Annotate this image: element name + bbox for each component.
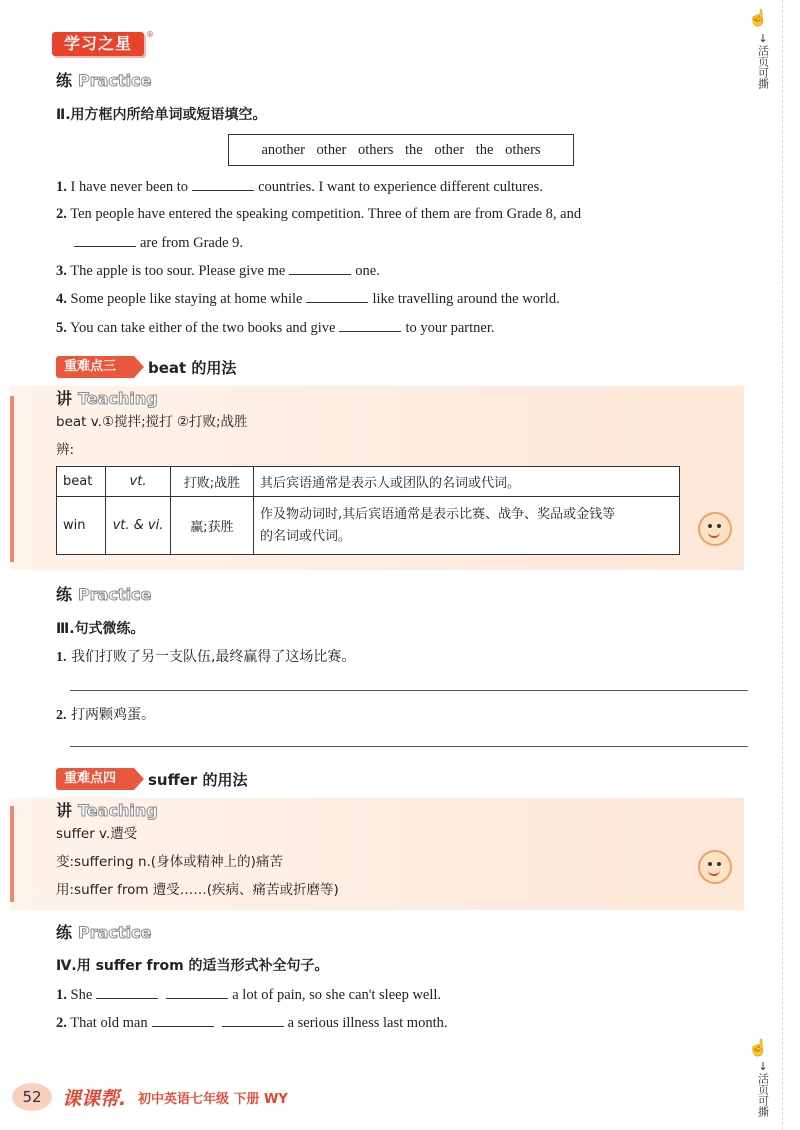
question-text: I have never been to <box>70 179 189 195</box>
question-item <box>70 232 243 253</box>
answer-blank[interactable] <box>306 288 368 303</box>
smiley-icon <box>698 512 732 546</box>
practice-en: Practice <box>78 585 152 604</box>
exercise-heading: Ⅳ.用 suffer from 的适当形式补全句子。 <box>56 958 329 974</box>
teaching-bar <box>10 806 14 902</box>
hand-icon: ☝ <box>748 10 768 27</box>
question-item <box>56 288 560 309</box>
smiley-icon <box>698 850 732 884</box>
question-text: a serious illness last month. <box>287 1015 448 1031</box>
question-number: 4. <box>56 291 67 307</box>
definition: beat v.①搅拌;搅打 ②打败;战胜 <box>56 414 248 430</box>
tear-text: 活页可撕 <box>756 1073 770 1117</box>
question-item <box>56 260 380 281</box>
exercise-heading: Ⅱ.用方框内所给单词或短语填空。 <box>56 107 267 123</box>
answer-blank[interactable] <box>192 176 254 191</box>
tear-arrow-icon: ↓ <box>758 1060 768 1073</box>
question-text: like travelling around the world. <box>372 291 560 307</box>
teaching-line: 变:suffering n.(身体或精神上的)痛苦 <box>56 854 283 870</box>
answer-line[interactable] <box>70 690 748 691</box>
question-item <box>56 984 441 1005</box>
question-item <box>56 646 355 666</box>
tear-text: 活页可撕 <box>756 45 770 89</box>
page-number: 52 <box>12 1083 52 1111</box>
practice-en: Practice <box>78 71 152 90</box>
question-item <box>56 176 543 197</box>
question-number: 1. <box>56 987 67 1003</box>
question-number: 2. <box>56 1015 67 1031</box>
answer-blank[interactable] <box>222 1012 284 1027</box>
distinguish-label: 辨: <box>56 442 75 458</box>
table-cell-pos: vt. <box>106 467 171 497</box>
table-row <box>57 467 680 497</box>
practice-heading <box>56 920 151 943</box>
question-text: You can take either of the two books and give <box>69 320 336 336</box>
question-text: 我们打败了另一支队伍,最终赢得了这场比赛。 <box>70 649 356 665</box>
hand-icon: ☝ <box>748 1040 768 1057</box>
question-number: 2. <box>56 206 67 222</box>
teaching-line: 用:suffer from 遭受……(疾病、痛苦或折磨等) <box>56 882 339 898</box>
question-item <box>56 204 748 224</box>
teaching-line: suffer v.遭受 <box>56 826 138 842</box>
answer-blank[interactable] <box>339 317 401 332</box>
keypoint-title: beat 的用法 <box>148 359 237 377</box>
tag-arrow <box>134 768 144 790</box>
question-text: one. <box>355 263 380 279</box>
table-row <box>57 497 680 555</box>
table-cell-meaning: 打败;战胜 <box>171 467 254 497</box>
comparison-table <box>56 466 680 555</box>
registered-mark: ® <box>146 30 154 39</box>
teaching-en: Teaching <box>78 801 158 820</box>
keypoint-tag: 重难点三 <box>56 356 134 378</box>
answer-blank[interactable] <box>289 260 351 275</box>
question-number: 2. <box>56 708 67 723</box>
question-number: 5. <box>56 320 67 336</box>
answer-blank[interactable] <box>166 984 228 999</box>
keypoint-title: suffer 的用法 <box>148 771 248 789</box>
answer-blank[interactable] <box>96 984 158 999</box>
brand-logo: 学习之星 <box>52 32 144 56</box>
question-text: She <box>70 987 93 1003</box>
question-text: countries. I want to experience different cultures. <box>258 179 543 195</box>
table-cell-pos: vt. & vi. <box>106 497 171 555</box>
practice-cn: 练 <box>56 585 73 604</box>
question-text: Some people like staying at home while <box>70 291 303 307</box>
practice-cn: 练 <box>56 923 73 942</box>
table-cell-meaning: 赢;获胜 <box>171 497 254 555</box>
tear-label-top <box>752 32 774 92</box>
question-item <box>56 704 155 724</box>
question-text: That old man <box>70 1015 148 1031</box>
practice-heading <box>56 582 151 605</box>
question-text: 打两颗鸡蛋。 <box>70 707 155 723</box>
question-text: a lot of pain, so she can't sleep well. <box>232 987 442 1003</box>
answer-blank[interactable] <box>74 232 136 247</box>
tear-label-bottom <box>752 1060 774 1120</box>
practice-en: Practice <box>78 923 152 942</box>
question-text: are from Grade 9. <box>140 235 244 251</box>
teaching-bar <box>10 396 14 562</box>
tear-line <box>782 0 783 1130</box>
tear-arrow-icon: ↓ <box>758 32 768 45</box>
word-box: another other others the other the others <box>228 134 574 166</box>
question-number: 1. <box>56 650 67 665</box>
tag-arrow <box>134 356 144 378</box>
question-text: The apple is too sour. Please give me <box>70 263 286 279</box>
table-cell-word: win <box>57 497 106 555</box>
question-number: 1. <box>56 179 67 195</box>
footer-text: 初中英语七年级 下册 WY <box>138 1092 288 1107</box>
teaching-heading <box>56 386 158 409</box>
table-cell-word: beat <box>57 467 106 497</box>
question-text: to your partner. <box>405 320 495 336</box>
answer-line[interactable] <box>70 746 748 747</box>
teaching-cn: 讲 <box>56 389 73 408</box>
practice-heading <box>56 68 151 91</box>
practice-cn: 练 <box>56 71 73 90</box>
teaching-cn: 讲 <box>56 801 73 820</box>
question-item <box>56 317 494 338</box>
question-item <box>56 1012 447 1033</box>
answer-blank[interactable] <box>152 1012 214 1027</box>
table-cell-usage: 其后宾语通常是表示人或团队的名词或代词。 <box>254 467 680 497</box>
teaching-en: Teaching <box>78 389 158 408</box>
keypoint-tag: 重难点四 <box>56 768 134 790</box>
table-cell-usage: 作及物动词时,其后宾语通常是表示比赛、战争、奖品或金钱等的名词或代词。 <box>254 497 680 555</box>
question-number: 3. <box>56 263 67 279</box>
teaching-heading <box>56 798 158 821</box>
question-text: Ten people have entered the speaking competition. Three of them are from Grade 8, and <box>70 206 582 222</box>
exercise-heading: Ⅲ.句式微练。 <box>56 621 145 637</box>
footer-brand: 课课帮. <box>62 1088 127 1110</box>
